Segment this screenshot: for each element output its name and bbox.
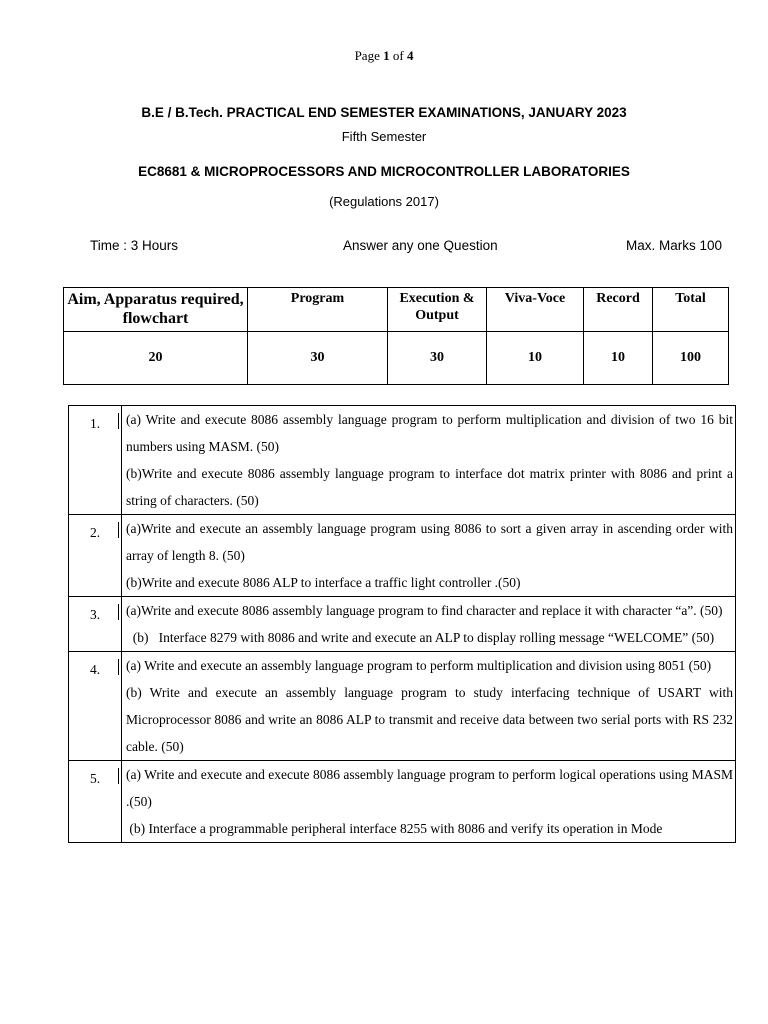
question-part-b: (b) Interface a programmable peripheral interface 8255 with 8086 and verify its operation in Mode xyxy=(126,821,663,836)
question-part-a: (a) Write and execute and execute 8086 assembly language program to perform logical operations using MASM .(50) xyxy=(126,767,733,809)
question-text xyxy=(122,597,736,652)
questions-table xyxy=(68,405,736,843)
page-number: Page 1 of 4 xyxy=(354,48,414,63)
marks-value-total: 100 xyxy=(653,332,729,385)
marks-header-viva: Viva-Voce xyxy=(487,288,584,332)
question-part-b: (b)Write and execute 8086 ALP to interface a traffic light controller .(50) xyxy=(126,575,521,590)
regulations-label: (Regulations 2017) xyxy=(329,194,439,209)
marks-header-execution: Execution & Output xyxy=(388,288,487,332)
instruction-label: Answer any one Question xyxy=(343,238,498,253)
marks-header-aim: Aim, Apparatus required, flowchart xyxy=(64,288,248,332)
max-marks-label: Max. Marks 100 xyxy=(626,238,723,253)
marks-value-execution: 30 xyxy=(388,332,487,385)
question-text xyxy=(122,652,736,761)
marks-value-viva: 10 xyxy=(487,332,584,385)
exam-title: B.E / B.Tech. PRACTICAL END SEMESTER EXAMINATIONS, JANUARY 2023 xyxy=(141,105,627,120)
question-part-a: (a) Write and execute 8086 assembly language program to perform multiplication and division of two 16 bit numbers using MASM. (50) xyxy=(126,412,733,454)
question-row xyxy=(69,761,736,843)
question-row xyxy=(69,652,736,761)
cell-marker xyxy=(118,413,119,429)
question-number: 4. xyxy=(69,652,122,761)
cell-marker xyxy=(118,659,119,675)
course-title: EC8681 & MICROPROCESSORS AND MICROCONTROLLER LABORATORIES xyxy=(138,164,630,179)
question-row xyxy=(69,597,736,652)
cell-marker xyxy=(118,768,119,784)
marks-value-aim: 20 xyxy=(64,332,248,385)
marks-value-row xyxy=(64,332,729,385)
question-number: 2. xyxy=(69,515,122,597)
question-text xyxy=(122,515,736,597)
cell-marker xyxy=(118,522,119,538)
question-text xyxy=(122,406,736,515)
question-row xyxy=(69,515,736,597)
marks-header-total: Total xyxy=(653,288,729,332)
question-number: 3. xyxy=(69,597,122,652)
marks-header-row xyxy=(64,288,729,332)
marks-value-record: 10 xyxy=(584,332,653,385)
question-row xyxy=(69,406,736,515)
question-part-b: (b)Write and execute 8086 assembly language program to interface dot matrix printer with 8086 and print a string of characters. (50) xyxy=(126,466,733,508)
semester-label: Fifth Semester xyxy=(341,129,427,144)
question-number: 1. xyxy=(69,406,122,515)
question-part-b: (b) Write and execute an assembly language program to study interfacing technique of USART with Microprocessor 8086 and write an 8086 ALP to transmit and receive data between two serial ports with RS 232 cable. (50) xyxy=(126,685,733,754)
question-part-a: (a) Write and execute an assembly language program to perform multiplication and division using 8051 (50) xyxy=(126,658,712,673)
question-part-b: (b) Interface 8279 with 8086 and write and execute an ALP to display rolling message “WELCOME” (50) xyxy=(126,630,715,645)
question-part-a: (a)Write and execute 8086 assembly language program to find character and replace it with character “a”. (50) xyxy=(126,603,723,618)
marks-table xyxy=(63,287,729,385)
marks-header-program: Program xyxy=(248,288,388,332)
question-part-a: (a)Write and execute an assembly language program using 8086 to sort a given array in ascending order with array of length 8. (50) xyxy=(126,521,733,563)
question-number: 5. xyxy=(69,761,122,843)
question-text xyxy=(122,761,736,843)
time-label: Time : 3 Hours xyxy=(90,238,179,253)
cell-marker xyxy=(118,604,119,620)
marks-header-record: Record xyxy=(584,288,653,332)
marks-value-program: 30 xyxy=(248,332,388,385)
